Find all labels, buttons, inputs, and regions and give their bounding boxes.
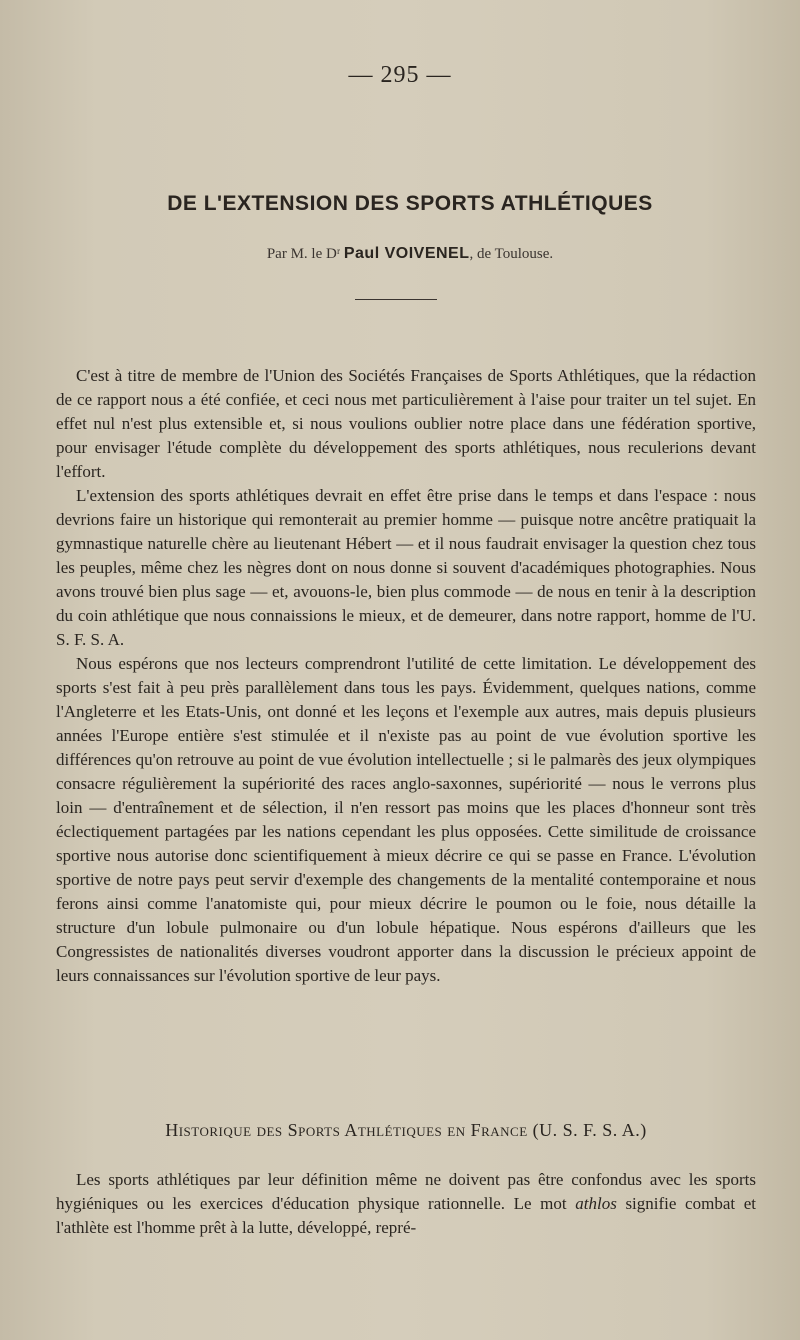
italic-term: athlos [575,1194,617,1213]
byline-author: Paul VOIVENEL [343,245,470,262]
title-divider [355,299,437,300]
paragraph: C'est à titre de membre de l'Union des Sociétés Françaises de Sports Athlétiques, que la rédaction de ce rapport nous a été confiée, et ceci nous met particulièrement à l'aise pour traiter un tel sujet. En effet nul n'est plus extensible et, si nous voulions oublier notre place dans une fédération sportive, pour envisager l'étude complète du développement des sports athlétiques, nous reculerions devant l'effort. [56,366,756,481]
article-body [56,364,756,988]
page-number: — 295 — [348,62,452,88]
paragraph: L'extension des sports athlétiques devrait en effet être prise dans le temps et dans l'espace : nous devrions faire un historique qui remonterait au premier homme — puisque notre ancêtre pratiquait la gymnastique naturelle chère au lieutenant Hébert — et il nous faudrait envisager la question chez tous les peuples, même chez les nègres dont on nous donne si souvent d'académiques photographies. Nous avons trouvé bien plus sage — et, avouons-le, bien plus commode — de nous en tenir à la description du coin athlétique que nous connaissions le mieux, et de demeurer, dans notre rapport, homme de l'U. S. F. S. A. [56,486,756,649]
section-body [56,1168,756,1240]
article-title: DE L'EXTENSION DES SPORTS ATHLÉTIQUES [167,192,653,215]
paragraph-text: Les sports athlétiques par leur définition même ne doivent pas être confondus avec les sports hygiéniques ou les exercices d'éducation physique rationnelle. Le mot [56,1170,756,1213]
byline [60,245,760,263]
byline-prefix: Par M. le Dʳ [266,246,341,262]
byline-suffix: , de Toulouse. [469,246,554,262]
paragraph-text: signifie combat et l'athlète est l'homme prêt à la lutte, développé, repré- [56,1194,756,1237]
paragraph [56,1168,756,1240]
paragraph: Nous espérons que nos lecteurs comprendront l'utilité de cette limitation. Le développement des sports s'est fait à peu près parallèlement dans tous les pays. Évidemment, quelques nations, comme l'Angleterre et les Etats-Unis, ont donné et les leçons et l'exemple aux autres, mais depuis plusieurs années l'Europe entière s'est stimulée et il n'existe pas au point de vue évolution sportive les différences qu'on retrouve au point de vue évolution intellectuelle ; si le palmarès des jeux olympiques consacre régulièrement la supériorité des races anglo-saxonnes, supériorité — nous le verrons plus loin — d'entraînement et de sélection, il n'en ressort pas moins que les places d'honneur sont très éclectiquement partagées par les nations cependant les plus opposées. Cette similitude de croissance sportive nous autorise donc scientifiquement à mieux décrire ce qui se passe en France. L'évolution sportive de notre pays peut servir d'exemple des changements de la mentalité contemporaine et nous ferons ainsi comme l'anatomiste qui, pour mieux décrire le poumon ou le foie, nous détaille la structure d'un lobule pulmonaire ou d'un lobule hépatique. Nous espérons d'ailleurs que les Congressistes de nationalités diverses voudront apporter dans la discussion le précieux appoint de leurs connaissances sur l'évolution sportive de leur pays. [56,654,756,985]
section-heading: Historique des Sports Athlétiques en France (U. S. F. S. A.) [165,1120,647,1140]
